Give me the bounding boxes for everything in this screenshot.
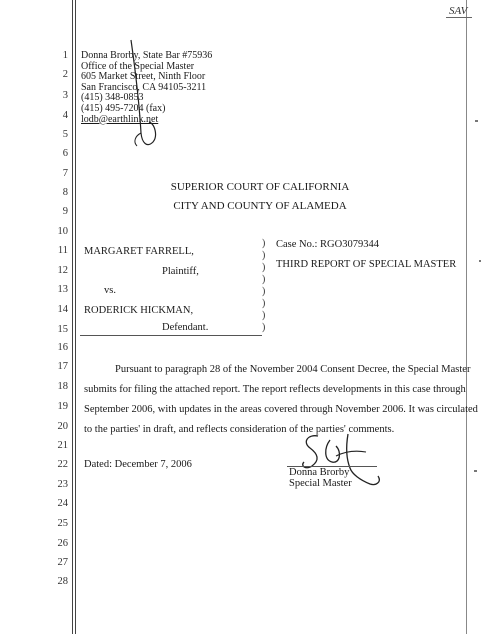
line-number: 14	[57, 304, 68, 315]
body-line: Pursuant to paragraph 28 of the November 2004 Consent Decree, the Special Master	[115, 364, 471, 375]
header-line: Office of the Special Master	[81, 60, 195, 72]
body-line: September 2006, with updates in the areas covered through November 2006. It was circulated	[84, 404, 478, 415]
case-number: Case No.: RGO3079344	[276, 239, 379, 250]
plaintiff-role: Plaintiff,	[162, 266, 199, 277]
corner-mark-underline	[446, 17, 472, 18]
line-number: 8	[62, 187, 68, 198]
caption-bracket: )	[262, 310, 266, 321]
signer-underline	[287, 466, 377, 467]
caption-bracket: )	[262, 262, 266, 273]
court-name: SUPERIOR COURT OF CALIFORNIA	[170, 181, 350, 193]
line-number: 18	[57, 381, 68, 392]
defendant-role: Defendant.	[162, 322, 209, 333]
left-margin-rule-outer	[72, 0, 73, 634]
line-number: 24	[57, 498, 68, 509]
header-pen-stroke	[125, 38, 165, 153]
header-line: (415) 495-7204 (fax)	[81, 102, 166, 114]
line-number: 25	[57, 518, 68, 529]
caption-bracket: )	[262, 298, 266, 309]
signer-title: Special Master	[289, 478, 352, 489]
caption-bracket: )	[262, 286, 266, 297]
versus-label: vs.	[104, 285, 116, 296]
caption-underline	[80, 335, 262, 336]
line-number: 28	[57, 576, 68, 587]
line-number: 10	[57, 226, 68, 237]
line-number: 5	[62, 129, 68, 140]
caption-bracket: )	[262, 238, 266, 249]
line-number: 20	[57, 421, 68, 432]
line-number: 2	[62, 69, 68, 80]
line-number: 12	[57, 265, 68, 276]
line-number: 19	[57, 401, 68, 412]
line-number: 3	[62, 90, 68, 101]
line-number: 17	[57, 361, 68, 372]
line-number: 21	[57, 440, 68, 451]
court-county: CITY AND COUNTY OF ALAMEDA	[173, 200, 347, 212]
body-line: submits for filing the attached report. The report reflects developments in this case through	[84, 384, 466, 395]
right-margin-rule	[466, 0, 467, 634]
defendant-name: RODERICK HICKMAN,	[84, 305, 194, 316]
header-line: Donna Brorby, State Bar #75936	[81, 50, 213, 61]
caption-bracket: )	[262, 322, 266, 333]
corner-handwritten-mark: SAV	[449, 5, 468, 17]
line-number: 13	[57, 284, 68, 295]
body-line: to the parties' in draft, and reflects consideration of the parties' comments.	[84, 424, 395, 435]
scan-speck	[475, 120, 478, 122]
header-line: San Francisco, CA 94105-3211	[81, 81, 207, 93]
line-number: 15	[57, 324, 68, 335]
signer-name: Donna Brorby	[289, 467, 350, 478]
plaintiff-name: MARGARET FARRELL,	[84, 246, 194, 257]
line-number: 26	[57, 538, 68, 549]
scan-speck	[479, 260, 481, 262]
document-title: THIRD REPORT OF SPECIAL MASTER	[276, 259, 457, 270]
line-number: 6	[62, 148, 68, 159]
header-line: 605 Market Street, Ninth Floor	[81, 71, 206, 83]
line-number: 1	[62, 50, 68, 61]
line-number: 11	[57, 245, 68, 256]
header-email: lodb@earthlink.net	[81, 113, 159, 125]
line-number: 9	[62, 206, 68, 217]
line-number: 22	[57, 459, 68, 470]
caption-bracket: )	[262, 250, 266, 261]
line-number: 7	[62, 168, 68, 179]
scan-speck	[474, 470, 477, 472]
caption-bracket: )	[262, 274, 266, 285]
line-number: 27	[57, 557, 68, 568]
dated-line: Dated: December 7, 2006	[84, 459, 192, 470]
line-number: 16	[57, 342, 68, 353]
left-margin-rule-inner	[75, 0, 76, 634]
line-number: 23	[57, 479, 68, 490]
line-number: 4	[62, 110, 68, 121]
header-line: (415) 348-0853	[81, 92, 144, 104]
